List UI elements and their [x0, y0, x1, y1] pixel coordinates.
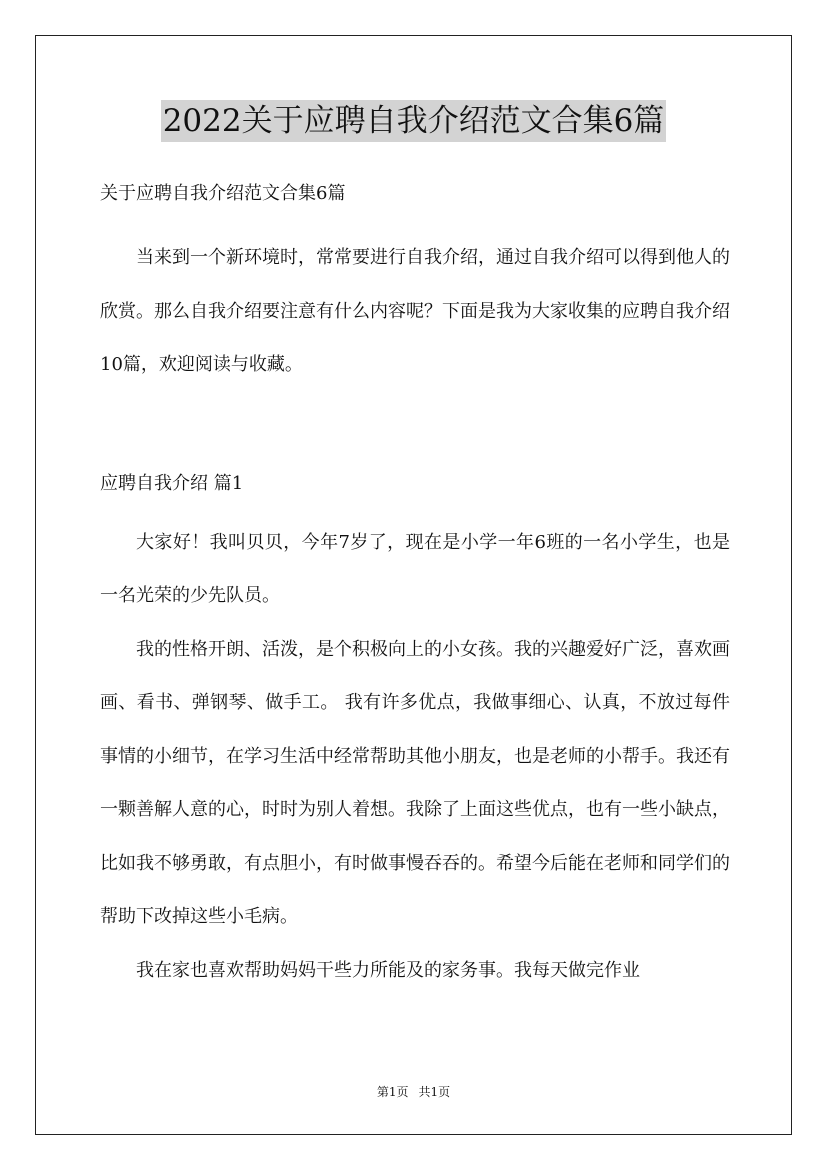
document-subtitle: 关于应聘自我介绍范文合集6篇 [100, 183, 346, 204]
document-title: 2022关于应聘自我介绍范文合集6篇 [161, 100, 667, 142]
intro-paragraph: 当来到一个新环境时，常常要进行自我介绍，通过自我介绍可以得到他人的欣赏。那么自我介绍要注意有什么内容呢？下面是我为大家收集的应聘自我介绍10篇，欢迎阅读与收藏。 [100, 247, 730, 375]
section-heading: 应聘自我介绍 篇1 [100, 472, 244, 494]
page-number: 第1页 [376, 1085, 409, 1099]
section-paragraph: 我的性格开朗、活泼，是个积极向上的小女孩。我的兴趣爱好广泛，喜欢画画、看书、弹钢琴、做手工。 我有许多优点，我做事细心、认真，不放过每件事情的小细节，在学习生活中经常帮助其他小朋友，也是老师的小帮手。我还有一颗善解人意的心，时时为别人着想。我除了上面这些优点，也有一些小缺点，比如我不够勇敢，有点胆小，有时做事慢吞吞的。希望今后能在老师和同学们的帮助下改掉这些小毛病。 [100, 638, 730, 927]
title-container [0, 100, 827, 142]
document-body [100, 178, 730, 997]
page-total: 共1页 [418, 1085, 451, 1099]
section-paragraph: 我在家也喜欢帮助妈妈干些力所能及的家务事。我每天做完作业 [136, 959, 640, 981]
page-footer [0, 1083, 827, 1100]
section-paragraph: 大家好！我叫贝贝，今年7岁了，现在是小学一年6班的一名小学生，也是一名光荣的少先队员。 [100, 531, 730, 606]
